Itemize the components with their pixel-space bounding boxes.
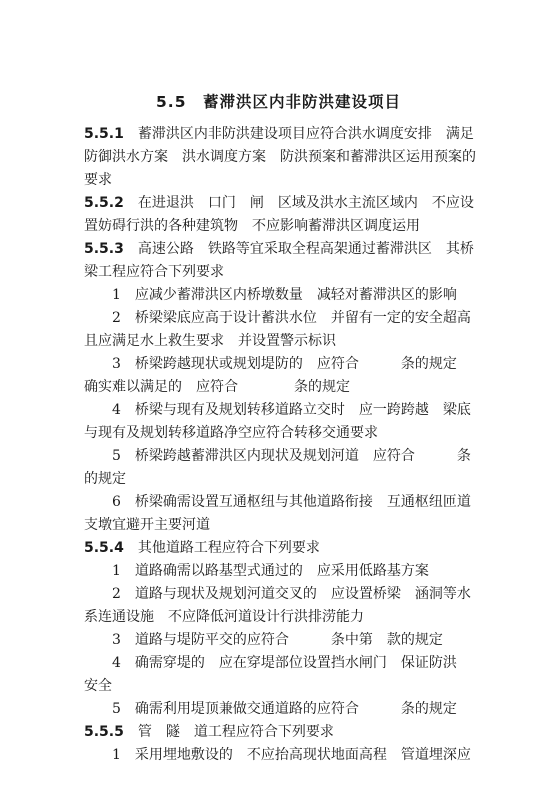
- clause-text: 高速公路 铁路等宜采取全程高架通过蓄滞洪区 其桥: [137, 241, 474, 257]
- list-item: 1 应减少蓄滞洪区内桥墩数量 减轻对蓄滞洪区的影响: [112, 287, 457, 303]
- list-item: 4 桥梁与现有及规划转移道路立交时 应一跨跨越 梁底: [112, 402, 471, 418]
- text-line: 置妨碍行洪的各种建筑物 不应影响蓄滞洪区调度运用: [84, 218, 420, 234]
- clause-5-5-3-line-1: [84, 239, 557, 259]
- list-item: 2 桥梁梁底应高于设计蓄洪水位 并留有一定的安全超高: [112, 310, 471, 326]
- clause-text: 在进退洪 口门 闸 区域及洪水主流区域内 不应设: [137, 195, 474, 211]
- clause-number: 5.5.4: [84, 540, 124, 556]
- text-line: 防御洪水方案 洪水调度方案 防洪预案和蓄滞洪区运用预案的: [84, 149, 476, 165]
- text-line: 系连通设施 不应降低河道设计行洪排涝能力: [84, 609, 364, 625]
- text-line: 安全: [84, 678, 112, 694]
- clause-5-5-2-line-1: [84, 193, 557, 213]
- text-line: 与现有及规划转移道路净空应符合转移交通要求: [84, 425, 378, 441]
- list-item: 4 确需穿堤的 应在穿堤部位设置挡水闸门 保证防洪: [112, 655, 457, 671]
- clause-5-5-4-line-1: [84, 538, 557, 558]
- list-item: 2 道路与现状及规划河道交叉的 应设置桥梁 涵洞等水: [112, 586, 471, 602]
- text-line: 要求: [84, 172, 112, 188]
- section-title: 5.5 蓄滞洪区内非防洪建设项目: [156, 93, 401, 111]
- clause-text: 管 隧 道工程应符合下列要求: [137, 724, 334, 740]
- clause-number: 5.5.2: [84, 195, 124, 211]
- list-item: 5 确需利用堤顶兼做交通道路的应符合 条的规定: [112, 701, 457, 717]
- list-item: 3 桥梁跨越现状或规划堤防的 应符合 条的规定: [112, 356, 457, 372]
- text-line: 确实难以满足的 应符合 条的规定: [84, 379, 350, 395]
- list-item: 1 采用埋地敷设的 不应抬高现状地面高程 管道埋深应: [112, 747, 471, 763]
- clause-5-5-1-line-1: [84, 124, 557, 144]
- clause-number: 5.5.5: [84, 724, 124, 740]
- text-line: 支墩宜避开主要河道: [84, 517, 210, 533]
- list-item: 5 桥梁跨越蓄滞洪区内现状及规划河道 应符合 条: [112, 448, 471, 464]
- clause-text: 蓄滞洪区内非防洪建设项目应符合洪水调度安排 满足: [137, 126, 474, 142]
- clause-5-5-5-line-1: [84, 722, 557, 742]
- text-line: 的规定: [84, 471, 126, 487]
- list-item: 1 道路确需以路基型式通过的 应采用低路基方案: [112, 563, 429, 579]
- list-item: 6 桥梁确需设置互通枢纽与其他道路衔接 互通枢纽匝道: [112, 494, 471, 510]
- clause-text: 其他道路工程应符合下列要求: [137, 540, 320, 556]
- text-line: 且应满足水上救生要求 并设置警示标识: [84, 333, 336, 349]
- list-item: 3 道路与堤防平交的应符合 条中第 款的规定: [112, 632, 443, 648]
- text-line: 梁工程应符合下列要求: [84, 264, 224, 280]
- clause-number: 5.5.3: [84, 241, 124, 257]
- clause-number: 5.5.1: [84, 126, 124, 142]
